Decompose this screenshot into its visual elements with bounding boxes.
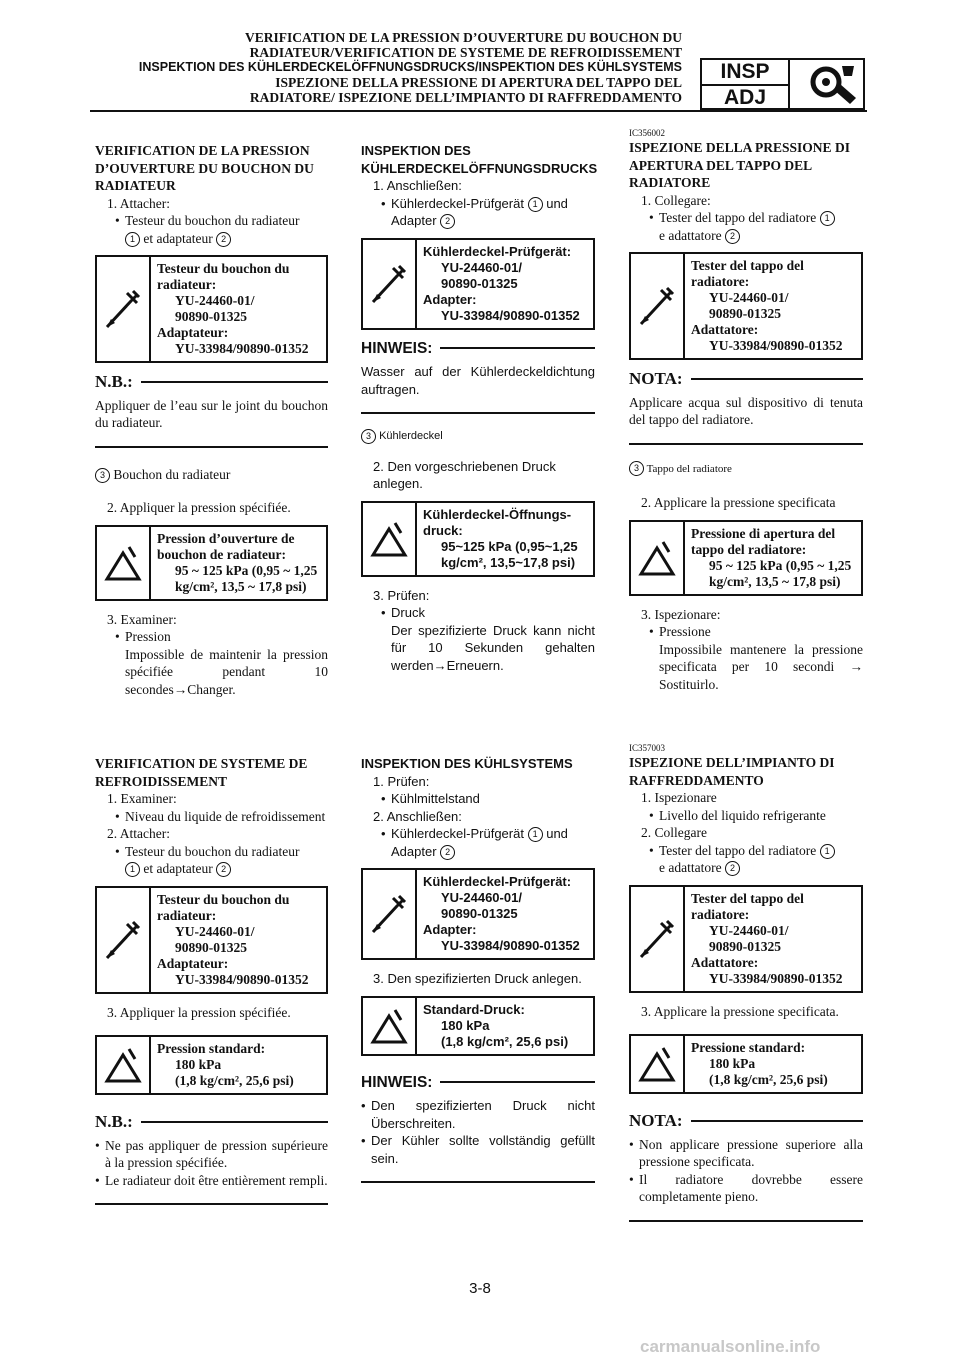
tool-icon xyxy=(637,917,677,961)
step-1-item: • Kühlerdeckel-Prüfgerät 1 und Adapter 2 xyxy=(361,195,595,230)
note-block xyxy=(95,373,328,448)
step-1: 1. Examiner: xyxy=(107,791,177,806)
step-3-detail: Impossible de maintenir la pression spécifiée pendant 10 secondes→Changer. xyxy=(125,646,328,697)
step-1-item-cont: 1 et adaptateur 2 xyxy=(95,230,328,248)
step-3-item: • Pressione xyxy=(629,623,863,641)
note-block xyxy=(361,1074,595,1184)
watermark: carmanualsonline.info xyxy=(640,1337,821,1356)
step-3-item: • Pression xyxy=(95,628,328,646)
note-item: • Den spezifizierten Druck nicht Überschreiten. xyxy=(361,1097,595,1132)
de-cap-section xyxy=(361,142,598,674)
step-3: 3. Den spezifizierten Druck anlegen. xyxy=(373,971,582,986)
note-item: • Der Kühler sollte vollständig gefüllt sein. xyxy=(361,1132,595,1167)
note-heading: NOTA: xyxy=(629,1111,683,1130)
tool-icon xyxy=(369,892,409,936)
spec-icon xyxy=(637,538,677,578)
header-rule xyxy=(90,110,867,112)
step-2-item-cont: 1 et adaptateur 2 xyxy=(95,860,328,878)
step-2: 2. Collegare xyxy=(641,825,707,840)
tool-icon xyxy=(637,284,677,328)
spec-box: Pression d’ouverture de bouchon de radiateur: 95 ~ 125 kPa (0,95 ~ 1,25 kg/cm², 13,5 ~ 17,8 psi) xyxy=(95,525,328,601)
step-1: 1. Attacher: xyxy=(107,195,170,211)
section-badge xyxy=(700,58,865,110)
header-line-5: RADIATORE/ ISPEZIONE DELL’IMPIANTO DI RAFFREDDAMENTO xyxy=(249,90,682,105)
ref-caption: 3 Tappo del radiatore xyxy=(629,461,863,479)
step-3: 3. Examiner: xyxy=(107,611,177,627)
note-block xyxy=(95,1113,328,1205)
spec-icon xyxy=(103,543,143,583)
note-heading: NOTA: xyxy=(629,369,683,388)
section-title: INSPEKTION DES KÜHLSYSTEMS xyxy=(361,756,573,771)
step-2: 2. Den vorgeschriebenen Druck anlegen. xyxy=(373,458,556,491)
section-code: IC356002 xyxy=(629,128,665,138)
badge-adj: ADJ xyxy=(723,86,766,109)
step-2: 2. Applicare la pressione specificata xyxy=(641,495,836,510)
note-block xyxy=(361,340,595,415)
note-heading: HINWEIS: xyxy=(361,1073,433,1091)
tool-box: Kühlerdeckel-Prüfgerät: YU-24460-01/ 90890-01325 Adapter: YU-33984/90890-01352 xyxy=(361,238,595,330)
header-line-3: INSPEKTION DES KÜHLERDECKELÖFFNUNGSDRUCKS/INSPEKTION DES KÜHLSYSTEMS xyxy=(138,60,682,74)
tool-box: Kühlerdeckel-Prüfgerät: YU-24460-01/ 90890-01325 Adapter: YU-33984/90890-01352 xyxy=(361,868,595,960)
step-3: 3. Appliquer la pression spécifiée. xyxy=(107,1004,291,1020)
section-title: ISPEZIONE DELLA PRESSIONE DI APERTURA DEL TAPPO DEL RADIATORE xyxy=(629,140,850,190)
tool-icon xyxy=(103,918,143,962)
ref-2: 2 xyxy=(216,232,231,247)
note-item: • Ne pas appliquer de pression supérieure à la pression spécifiée. xyxy=(95,1137,328,1172)
header-line-4: ISPEZIONE DELLA PRESSIONE DI APERTURA DEL TAPPO DEL xyxy=(275,75,682,90)
spec-box: Pressione di apertura del tappo del radiatore: 95 ~ 125 kPa (0,95 ~ 1,25 kg/cm², 13,5 ~ 17,8 psi) xyxy=(629,520,863,596)
step-2-item-cont: e adattatore 2 xyxy=(629,859,863,877)
step-1-item: • Kühlmittelstand xyxy=(361,790,595,808)
it-cap-section xyxy=(629,128,863,693)
step-2: 2. Appliquer la pression spécifiée. xyxy=(107,500,291,515)
step-1: 1. Anschließen: xyxy=(373,178,462,193)
step-1-item: • Testeur du bouchon du radiateur xyxy=(95,212,328,230)
step-3-item: • Druck xyxy=(361,604,595,622)
it-cooling-section xyxy=(629,743,863,1236)
note-text: Appliquer de l’eau sur le joint du bouchon du radiateur. xyxy=(95,397,328,430)
step-2-item: • Testeur du bouchon du radiateur xyxy=(95,843,328,861)
section-title: VERIFICATION DE LA PRESSION D’OUVERTURE DU BOUCHON DU RADIATEUR xyxy=(95,143,314,193)
spec-box: Standard-Druck: 180 kPa (1,8 kg/cm², 25,6 psi) xyxy=(361,996,595,1056)
step-1-item: • Tester del tappo del radiatore 1 xyxy=(629,209,863,227)
tool-box: Tester del tappo del radiatore: YU-24460-01/ 90890-01325 Adattatore: YU-33984/90890-01352 xyxy=(629,252,863,360)
step-3: 3. Prüfen: xyxy=(373,587,430,603)
ref-caption: 3 Bouchon du radiateur xyxy=(95,466,328,484)
section-title: INSPEKTION DES KÜHLERDECKELÖFFNUNGSDRUCKS xyxy=(361,143,598,176)
tool-icon xyxy=(369,262,409,306)
badge-insp: INSP xyxy=(702,60,788,86)
step-1-item: • Niveau du liquide de refroidissement xyxy=(95,808,328,826)
spec-box: Pressione standard: 180 kPa (1,8 kg/cm², 25,6 psi) xyxy=(629,1034,863,1094)
section-title: ISPEZIONE DELL’IMPIANTO DI RAFFREDDAMENTO xyxy=(629,755,835,788)
spec-icon xyxy=(369,1006,409,1046)
note-item: • Non applicare pressione superiore alla pressione specificata. xyxy=(629,1136,863,1171)
note-text: Wasser auf der Kühlerdeckeldichtung auftragen. xyxy=(361,364,595,397)
note-block xyxy=(629,370,863,445)
step-3: 3. Applicare la pressione specificata. xyxy=(641,1003,839,1019)
spec-icon xyxy=(103,1045,143,1085)
fr-cooling-section xyxy=(95,755,328,1219)
step-3-detail: Der spezifizierte Druck kann nicht für 10 Sekunden gehalten werden→Erneuern. xyxy=(391,622,595,673)
ref-1: 1 xyxy=(125,232,140,247)
note-text: Applicare acqua sul dispositivo di tenuta del tappo del radiatore. xyxy=(629,394,863,427)
note-item: • Le radiateur doit être entièrement rempli. xyxy=(95,1172,328,1190)
tool-box: Testeur du bouchon du radiateur: YU-24460-01/ 90890-01325 Adaptateur: YU-33984/90890-01352 xyxy=(95,886,328,994)
step-1: 1. Ispezionare xyxy=(641,790,717,805)
tool-icon xyxy=(103,287,143,331)
spec-icon xyxy=(369,519,409,559)
de-cooling-section xyxy=(361,755,595,1197)
spec-box: Kühlerdeckel-Öffnungs- druck: 95~125 kPa (0,95~1,25 kg/cm², 13,5~17,8 psi) xyxy=(361,501,595,577)
step-1: 1. Collegare: xyxy=(641,192,711,208)
page-number: 3-8 xyxy=(469,1280,491,1297)
spec-box: Pression standard: 180 kPa (1,8 kg/cm², 25,6 psi) xyxy=(95,1035,328,1095)
step-3: 3. Ispezionare: xyxy=(641,606,721,622)
header-line-2: RADIATEUR/VERIFICATION DE SYSTEME DE REFROIDISSEMENT xyxy=(249,45,682,60)
step-2: 2. Anschließen: xyxy=(373,808,462,824)
note-heading: N.B.: xyxy=(95,1112,133,1131)
step-1-item: • Livello del liquido refrigerante xyxy=(629,807,863,825)
note-item: • Il radiatore dovrebbe essere completamente pieno. xyxy=(629,1171,863,1206)
page-header xyxy=(90,30,682,105)
tool-box: Testeur du bouchon du radiateur: YU-24460-01/ 90890-01325 Adaptateur: YU-33984/90890-01352 xyxy=(95,255,328,363)
step-2-item: • Kühlerdeckel-Prüfgerät 1 und Adapter 2 xyxy=(361,825,595,860)
step-1-item-cont: e adattatore 2 xyxy=(629,227,863,245)
wrench-gauge-icon xyxy=(802,62,862,106)
step-2: 2. Attacher: xyxy=(107,826,170,841)
section-title: VERIFICATION DE SYSTEME DE REFROIDISSEMENT xyxy=(95,756,308,789)
note-heading: HINWEIS: xyxy=(361,339,433,357)
tool-box: Tester del tappo del radiatore: YU-24460-01/ 90890-01325 Adattatore: YU-33984/90890-01352 xyxy=(629,885,863,993)
step-2-item: • Tester del tappo del radiatore 1 xyxy=(629,842,863,860)
step-1: 1. Prüfen: xyxy=(373,773,430,789)
spec-icon xyxy=(637,1044,677,1084)
fr-cap-section xyxy=(95,142,328,698)
section-code: IC357003 xyxy=(629,743,665,753)
header-line-1: VERIFICATION DE LA PRESSION D’OUVERTURE DU BOUCHON DU xyxy=(245,30,682,45)
note-heading: N.B.: xyxy=(95,372,133,391)
note-block xyxy=(629,1112,863,1222)
step-3-detail: Impossibile mantenere la pressione specificata per 10 secondi → Sostituirlo. xyxy=(659,641,863,692)
ref-caption: 3 Kühlerdeckel xyxy=(361,428,595,446)
